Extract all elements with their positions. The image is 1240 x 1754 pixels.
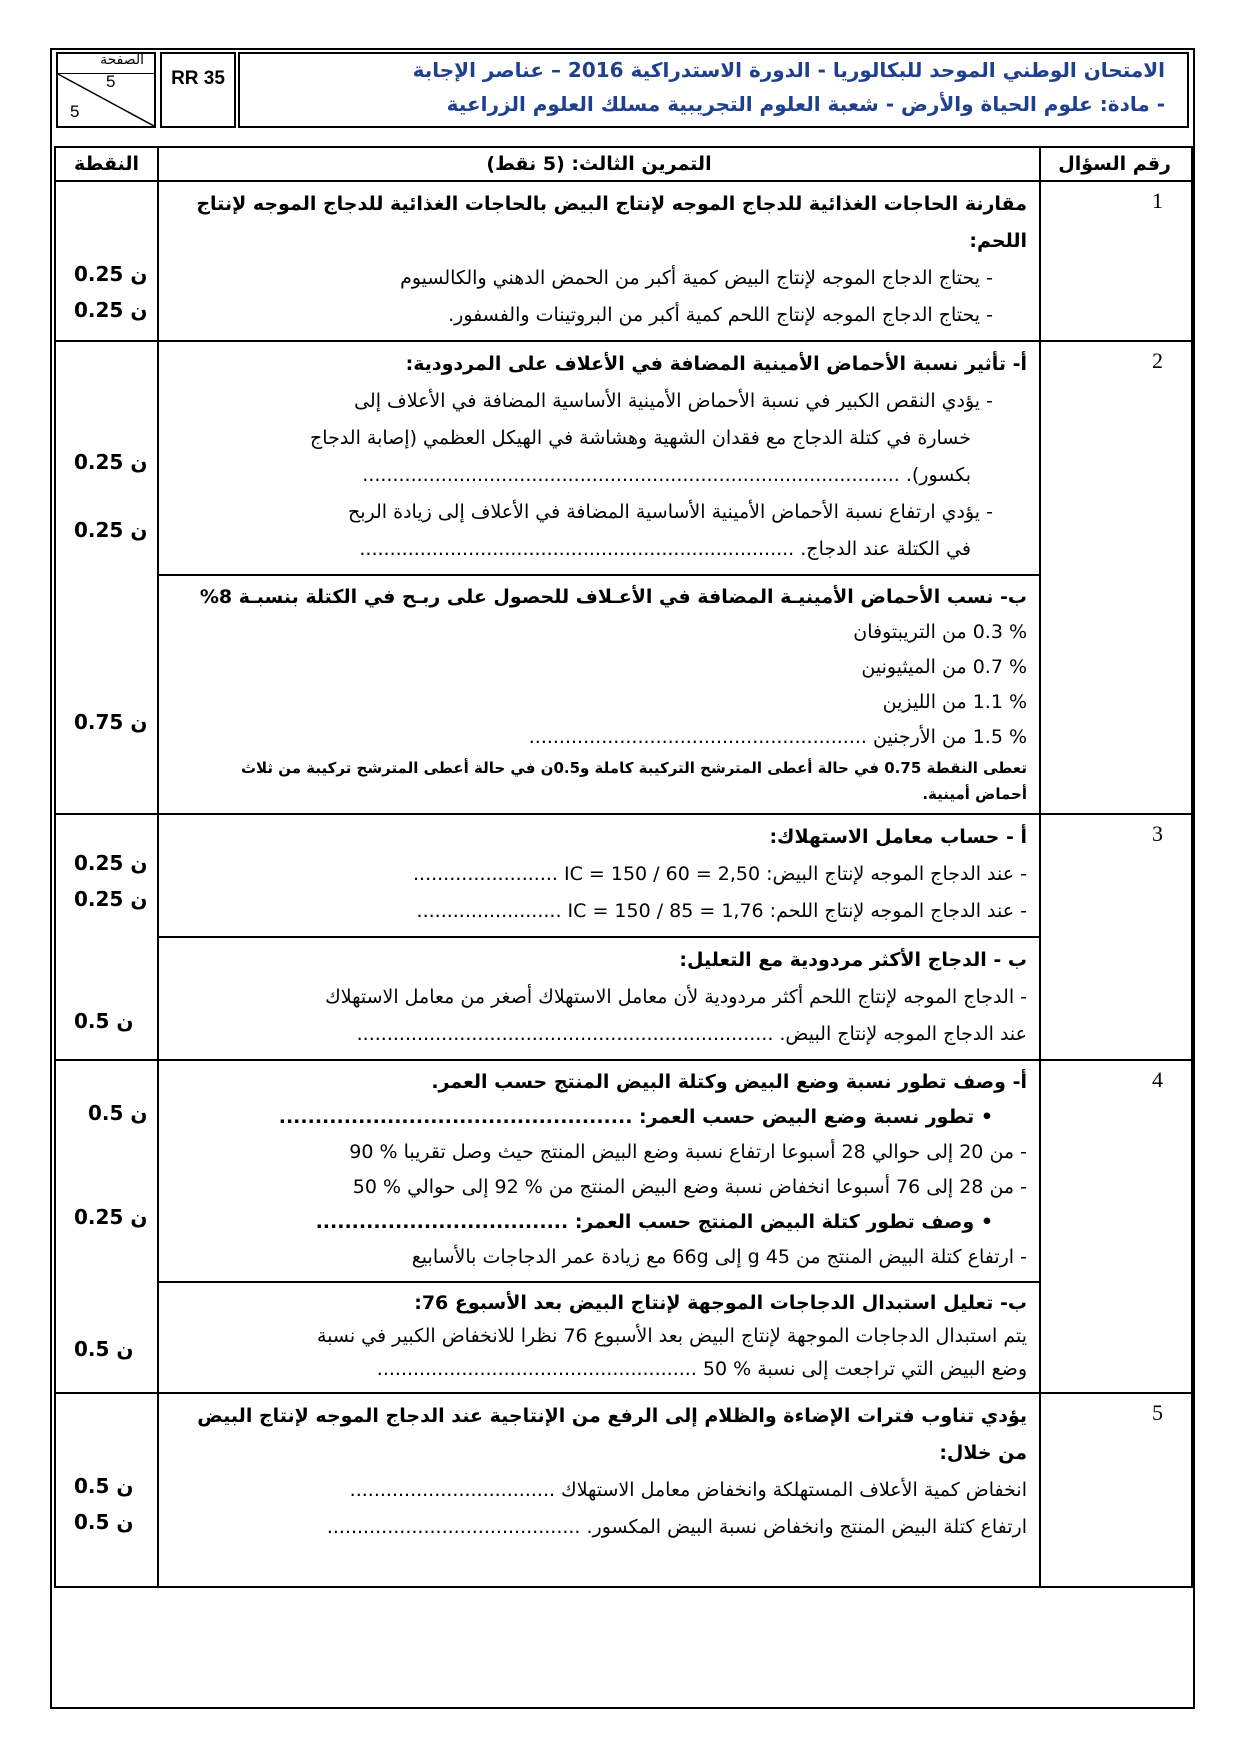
- question-number: 5: [1040, 1393, 1192, 1587]
- answer-table: [54, 146, 1193, 1588]
- answer-title: أ- وصف تطور نسبة وضع البيض وكتلة البيض المنتج حسب العمر.: [431, 1071, 1027, 1093]
- points-value: 0.25 ن: [74, 518, 148, 542]
- question-number: 3: [1040, 814, 1192, 1060]
- answer-line: - عند الدجاج الموجه لإنتاج اللحم: IC = 150 / 85 = 1,76 ........................: [416, 900, 1027, 922]
- answer-line: - الدجاج الموجه لإنتاج اللحم أكثر مردودية لأن معامل الاستهلاك أصغر من معامل الاستهلاك: [325, 986, 1027, 1008]
- answer-line: يتم استبدال الدجاجات الموجهة لإنتاج البيض بعد الأسبوع 76 نظرا للانخفاض الكبير في نسبة: [316, 1325, 1027, 1347]
- answer-line: - يؤدي ارتفاع نسبة الأحماض الأمينية الأساسية المضافة في الأعلاف إلى زيادة الربح: [171, 494, 1027, 531]
- points-value: 0.25 ن: [74, 851, 148, 875]
- answer-line: - يؤدي النقص الكبير في نسبة الأحماض الأمينية الأساسية المضافة في الأعلاف إلى: [171, 383, 1027, 420]
- answer-content: [158, 575, 1040, 814]
- points-value: 0.25 ن: [74, 887, 148, 911]
- column-header-content: التمرين الثالث: (5 نقط): [158, 147, 1040, 181]
- points-value: 0.5 ن: [74, 1009, 134, 1033]
- table-row: [55, 937, 1192, 1060]
- page-total: 5: [70, 102, 80, 121]
- answer-bullet: • وصف تطور كتلة البيض المنتج حسب العمر: ...................................: [171, 1205, 1027, 1240]
- answer-title: أ - حساب معامل الاستهلاك:: [769, 826, 1027, 848]
- answer-content: [158, 341, 1040, 575]
- answer-line: - يحتاج الدجاج الموجه لإنتاج البيض كمية أكبر من الحمض الدهني والكالسيوم: [171, 260, 1027, 297]
- points-cell: [55, 1393, 158, 1587]
- answer-title: ب- نسب الأحماض الأمينيـة المضافة في الأعـلاف للحصول على ربـح في الكتلة بنسبـة 8%: [199, 586, 1027, 608]
- answer-title: ب - الدجاج الأكثر مردودية مع التعليل:: [679, 949, 1027, 971]
- grading-note-cont: أحماض أمينية.: [922, 785, 1027, 803]
- answer-content: [158, 1393, 1040, 1587]
- page-label: الصفحة: [100, 52, 144, 68]
- points-value: 0.25 ن: [74, 298, 148, 322]
- table-row: [55, 1393, 1192, 1587]
- answer-title-cont: اللحم:: [969, 230, 1027, 252]
- answer-line: ارتفاع كتلة البيض المنتج وانخفاض نسبة البيض المكسور. ..........................................: [326, 1516, 1027, 1538]
- answer-line: - عند الدجاج الموجه لإنتاج البيض: IC = 150 / 60 = 2,50 ........................: [412, 863, 1027, 885]
- page-number: 5: [106, 72, 116, 91]
- points-cell: [55, 181, 158, 341]
- answer-line: عند الدجاج الموجه لإنتاج البيض. .....................................................................: [356, 1023, 1027, 1045]
- points-value: 0.25 ن: [74, 1205, 148, 1229]
- table-row: [55, 575, 1192, 814]
- points-cell: [55, 814, 158, 1060]
- answer-line: % 1.1 من الليزين: [882, 691, 1027, 713]
- answer-line: انخفاض كمية الأعلاف المستهلكة وانخفاض معامل الاستهلاك ..................................: [349, 1479, 1027, 1501]
- answer-line: - من 20 إلى حوالي 28 أسبوعا ارتفاع نسبة وضع البيض المنتج حيث وصل تقريبا % 90: [171, 1135, 1027, 1170]
- points-value: 0.5 ن: [88, 1101, 148, 1125]
- points-value: 0.25 ن: [74, 450, 148, 474]
- grading-note: تعطى النقطة 0.75 في حالة أعطى المترشح التركيبة كاملة و0.5ن في حالة أعطى المترشح تركيبة من ثلاث: [240, 759, 1027, 777]
- answer-title-cont: من خلال:: [939, 1442, 1027, 1464]
- answer-line: % 0.7 من الميثيونين: [861, 656, 1027, 678]
- exam-title-line1: الامتحان الوطني الموحد للبكالوريا - الدورة الاستدراكية 2016 – عناصر الإجابة: [412, 58, 1165, 82]
- answer-line: خسارة في كتلة الدجاج مع فقدان الشهية وهشاشة في الهيكل العظمي (إصابة الدجاج: [310, 427, 971, 449]
- exam-title-box: [238, 52, 1189, 128]
- answer-sheet: [50, 48, 1195, 1709]
- points-value: 0.75 ن: [74, 710, 148, 734]
- answer-line: - يحتاج الدجاج الموجه لإنتاج اللحم كمية أكبر من البروتينات والفسفور.: [171, 297, 1027, 334]
- answer-line: في الكتلة عند الدجاج. ........................................................................: [359, 538, 971, 560]
- table-row: [55, 1060, 1192, 1282]
- points-value: 0.5 ن: [74, 1510, 134, 1534]
- answer-line: بكسور). .........................................................................................: [362, 464, 971, 486]
- points-value: 0.5 ن: [74, 1474, 134, 1498]
- table-header-row: [55, 147, 1192, 181]
- answer-title: مقارنة الحاجات الغذائية للدجاج الموجه لإنتاج البيض بالحاجات الغذائية للدجاج الموجه لإنتاج: [196, 193, 1027, 215]
- points-value: 0.5 ن: [74, 1337, 134, 1361]
- answer-content: [158, 814, 1040, 937]
- answer-bullet: • تطور نسبة وضع البيض حسب العمر: .................................................: [171, 1100, 1027, 1135]
- table-row: [55, 341, 1192, 575]
- exam-title-line2: - مادة: علوم الحياة والأرض - شعبة العلوم التجريبية مسلك العلوم الزراعية: [446, 92, 1165, 116]
- page-indicator: [56, 52, 156, 128]
- answer-title: يؤدي تناوب فترات الإضاءة والظلام إلى الرفع من الإنتاجية عند الدجاج الموجه لإنتاج البيض: [197, 1405, 1027, 1427]
- points-cell: [55, 1060, 158, 1393]
- answer-content: [158, 937, 1040, 1060]
- answer-content: [158, 181, 1040, 341]
- question-number: 2: [1040, 341, 1192, 814]
- answer-content: [158, 1060, 1040, 1282]
- table-row: [55, 814, 1192, 937]
- answer-content: [158, 1282, 1040, 1393]
- answer-line: وضع البيض التي تراجعت إلى نسبة % 50 .....................................................: [376, 1358, 1027, 1380]
- answer-line: - ارتفاع كتلة البيض المنتج من g 45 إلى 66g مع زيادة عمر الدجاجات بالأسابيع: [171, 1240, 1027, 1275]
- answer-line: % 1.5 من الأرجنين ........................................................: [528, 726, 1027, 748]
- answer-line: % 0.3 من التريبتوفان: [853, 621, 1027, 643]
- answer-line: - من 28 إلى 76 أسبوعا انخفاض نسبة وضع البيض المنتج من % 92 إلى حوالي % 50: [171, 1170, 1027, 1205]
- table-row: [55, 1282, 1192, 1393]
- question-number: 4: [1040, 1060, 1192, 1393]
- header: [52, 50, 1193, 130]
- exam-code: RR 35: [160, 52, 236, 128]
- column-header-points: النقطة: [55, 147, 158, 181]
- answer-title: ب- تعليل استبدال الدجاجات الموجهة لإنتاج البيض بعد الأسبوع 76:: [414, 1292, 1027, 1314]
- points-cell: [55, 341, 158, 814]
- points-value: 0.25 ن: [74, 262, 148, 286]
- table-row: [55, 181, 1192, 341]
- column-header-question: رقم السؤال: [1040, 147, 1192, 181]
- answer-title: أ- تأثير نسبة الأحماض الأمينية المضافة في الأعلاف على المردودية:: [405, 353, 1027, 375]
- question-number: 1: [1040, 181, 1192, 341]
